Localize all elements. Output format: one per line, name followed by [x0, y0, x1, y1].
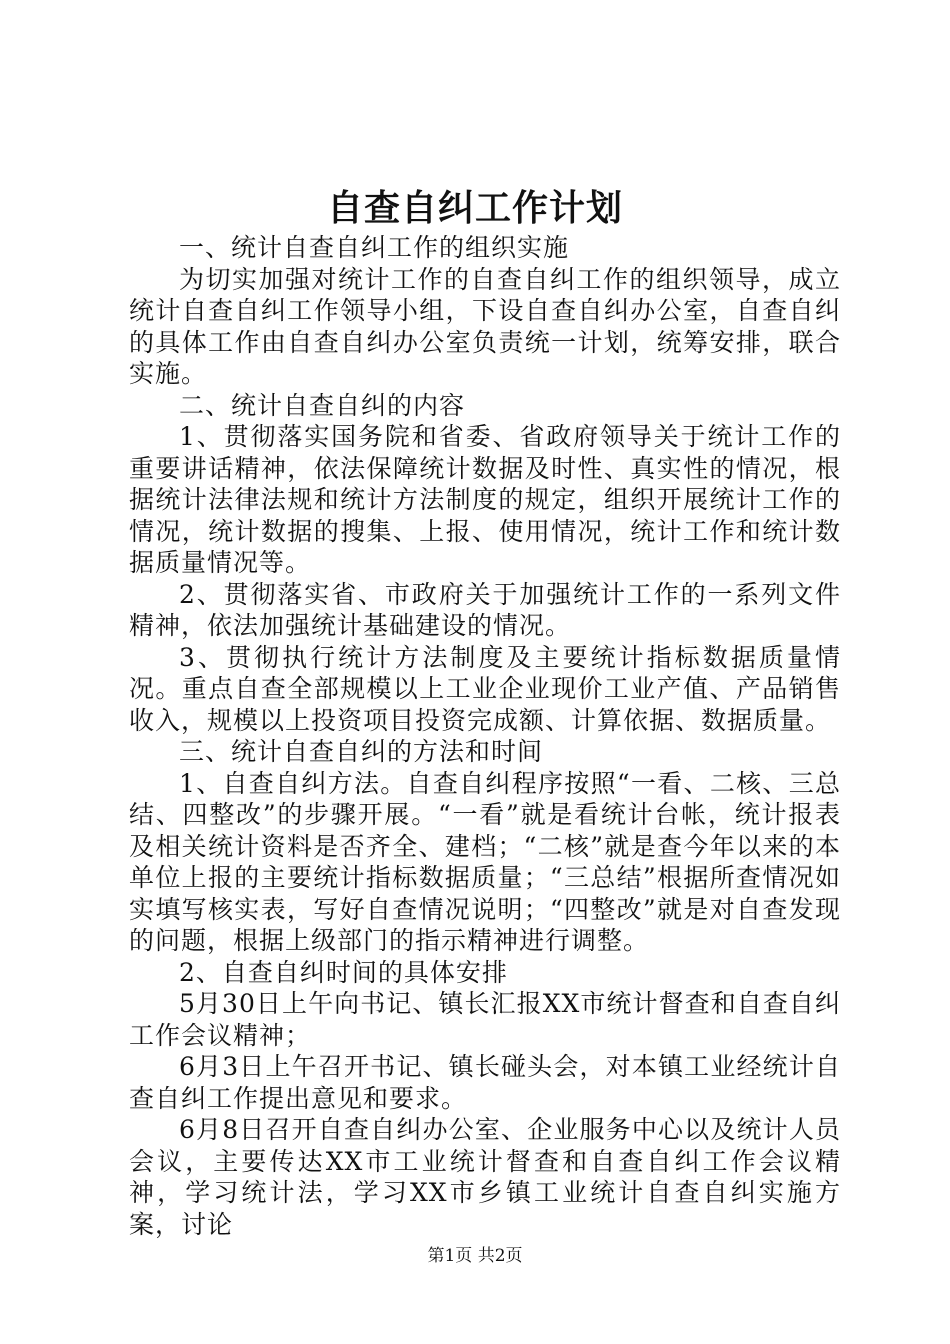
paragraph: 为切实加强对统计工作的自查自纠工作的组织领导，成立统计自查自纠工作领导小组，下设自查自纠办公室，自查自纠的具体工作由自查自纠办公室负责统一计划，统筹安排，联合实施。 [129, 264, 841, 388]
section-heading-2: 二、统计自查自纠的内容 [179, 390, 466, 420]
paragraph: 1、自查自纠方法。自查自纠程序按照“一看、二核、三总结、四整改”的步骤开展。“一看”就是看统计台帐，统计报表及相关统计资料是否齐全、建档；“二核”就是查今年以来的本单位上报的主要统计指标数据质量；“三总结”根据所查情况如实填写核实表，写好自查情况说明；“四整改”就是对自查发现的问题，根据上级部门的指示精神进行调整。 [129, 768, 841, 955]
paragraph: 2、贯彻落实省、市政府关于加强统计工作的一系列文件精神，依法加强统计基础建设的情况。 [129, 579, 841, 640]
section-heading-3: 三、统计自查自纠的方法和时间 [179, 737, 544, 766]
page-footer: 第1页 共2页 [427, 1246, 523, 1266]
subsection-heading: 2、自查自纠时间的具体安排 [179, 957, 508, 987]
schedule-item: 6月3日上午召开书记、镇长碰头会，对本镇工业经统计自查自纠工作提出意见和要求。 [129, 1052, 841, 1113]
paragraph: 1、贯彻落实国务院和省委、省政府领导关于统计工作的重要讲话精神，依法保障统计数据及时性、真实性的情况，根据统计法律法规和统计方法制度的规定，组织开展统计工作的情况，统计数据的搜集、上报、使用情况，统计工作和统计数据质量情况等。 [129, 422, 841, 577]
schedule-item: 5月30日上午向书记、镇长汇报XX市统计督查和自查自纠工作会议精神； [129, 989, 841, 1050]
document-title: 自查自纠工作计划 [326, 187, 623, 229]
section-heading-1: 一、统计自查自纠工作的组织实施 [179, 233, 570, 262]
schedule-item: 6月8日召开自查自纠办公室、企业服务中心以及统计人员会议，主要传达XX市工业统计督查和自查自纠工作会议精神，学习统计法，学习XX市乡镇工业统计自查自纠实施方案，讨论 [129, 1115, 841, 1239]
paragraph: 3、贯彻执行统计方法制度及主要统计指标数据质量情况。重点自查全部规模以上工业企业现价工业产值、产品销售收入，规模以上投资项目投资完成额、计算依据、数据质量。 [129, 642, 841, 735]
document-body [129, 232, 841, 1240]
